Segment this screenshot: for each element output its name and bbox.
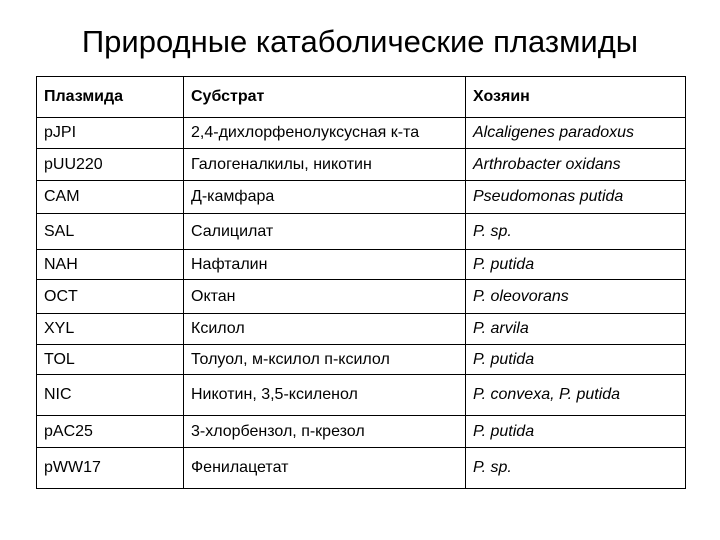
table-row	[37, 448, 686, 489]
substrate-cell: Фенилацетат	[184, 448, 466, 489]
plasmid-cell: SAL	[37, 214, 184, 250]
table-row	[37, 181, 686, 214]
host-cell: P. sp.	[466, 448, 686, 489]
table-row	[37, 416, 686, 448]
plasmid-cell: XYL	[37, 314, 184, 345]
table-row	[37, 280, 686, 314]
host-cell: P. putida	[466, 250, 686, 280]
substrate-cell: Нафталин	[184, 250, 466, 280]
host-cell: P. putida	[466, 345, 686, 375]
table-row	[37, 250, 686, 280]
plasmid-cell: pAC25	[37, 416, 184, 448]
substrate-cell: Салицилат	[184, 214, 466, 250]
host-cell: P. oleovorans	[466, 280, 686, 314]
host-cell: P. sp.	[466, 214, 686, 250]
plasmid-cell: pUU220	[37, 149, 184, 181]
host-cell: P. convexa, P. putida	[466, 375, 686, 416]
substrate-cell: Никотин, 3,5-ксиленол	[184, 375, 466, 416]
host-cell: P. putida	[466, 416, 686, 448]
table-row	[37, 149, 686, 181]
substrate-cell: Ксилол	[184, 314, 466, 345]
host-cell: P. arvila	[466, 314, 686, 345]
substrate-cell: Галогеналкилы, никотин	[184, 149, 466, 181]
table-row	[37, 375, 686, 416]
host-cell: Pseudomonas putida	[466, 181, 686, 214]
table-header-row	[37, 77, 686, 118]
host-cell: Alcaligenes paradoxus	[466, 118, 686, 149]
substrate-cell: 2,4-дихлорфенолуксусная к-та	[184, 118, 466, 149]
plasmids-table	[36, 76, 686, 489]
table-row	[37, 314, 686, 345]
substrate-cell: Толуол, м-ксилол п-ксилол	[184, 345, 466, 375]
plasmid-cell: OCT	[37, 280, 184, 314]
plasmid-cell: CAM	[37, 181, 184, 214]
header-plasmid: Плазмида	[37, 77, 184, 118]
plasmid-cell: pWW17	[37, 448, 184, 489]
plasmid-cell: TOL	[37, 345, 184, 375]
header-substrate: Субстрат	[184, 77, 466, 118]
table-row	[37, 345, 686, 375]
table-row	[37, 118, 686, 149]
plasmid-cell: pJPI	[37, 118, 184, 149]
host-cell: Arthrobacter oxidans	[466, 149, 686, 181]
plasmid-cell: NAH	[37, 250, 184, 280]
plasmid-cell: NIC	[37, 375, 184, 416]
substrate-cell: 3-хлорбензол, п-крезол	[184, 416, 466, 448]
header-host: Хозяин	[466, 77, 686, 118]
substrate-cell: Октан	[184, 280, 466, 314]
table-row	[37, 214, 686, 250]
page-title: Природные катаболические плазмиды	[81, 24, 639, 59]
substrate-cell: Д-камфара	[184, 181, 466, 214]
